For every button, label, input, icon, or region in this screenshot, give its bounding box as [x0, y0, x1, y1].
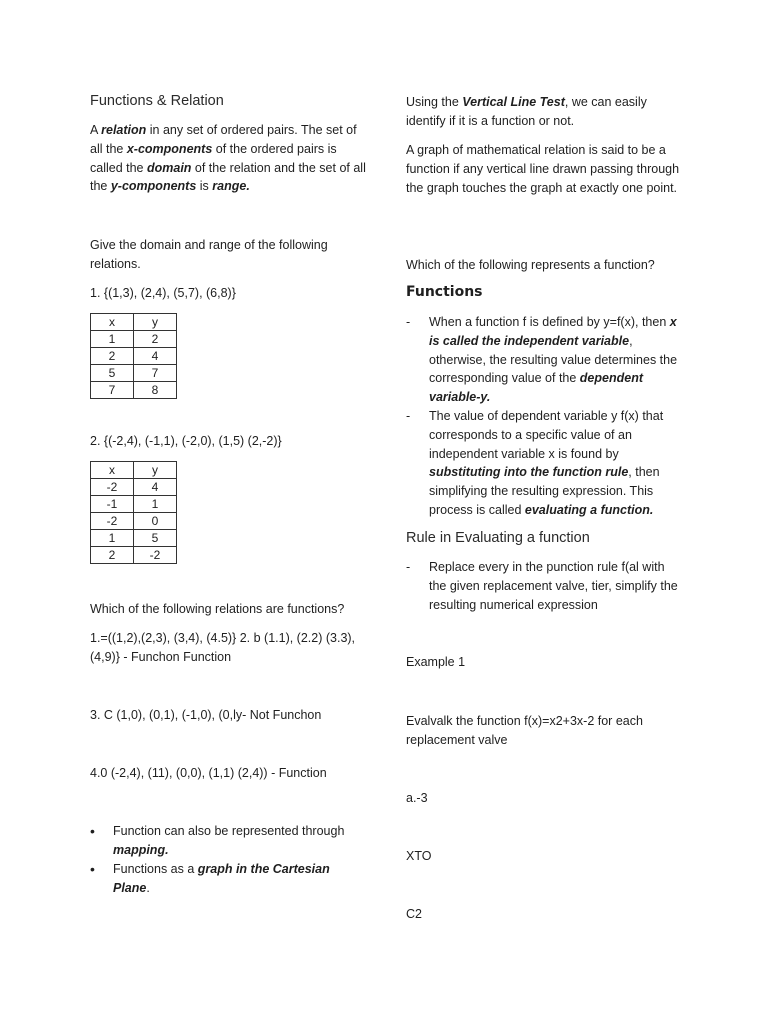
dependent-variable-text: The value of dependent variable y f(x) that corresponds to a specific value of an independent variable x is found by substituting into the function rule, then simplifying the resulting expression. This process is called evaluating a function. — [429, 409, 664, 517]
table-header-y: y — [134, 314, 177, 331]
list-item — [90, 860, 370, 898]
table-cell: 1 — [91, 331, 134, 348]
table-cell: -2 — [134, 547, 177, 564]
list-item — [90, 822, 370, 860]
table-relation-2 — [90, 461, 177, 564]
table-cell: 2 — [134, 331, 177, 348]
dash-icon: - — [406, 315, 411, 329]
graph-definition: A graph of mathematical relation is said to be a function if any vertical line drawn passing through the graph touches the graph at exactly one point. — [406, 143, 680, 195]
table-cell: 2 — [91, 547, 134, 564]
table-header-y: y — [134, 462, 177, 479]
dash-icon: - — [406, 560, 411, 574]
table-cell: -2 — [91, 479, 134, 496]
table-cell: 8 — [134, 382, 177, 399]
table-row — [91, 479, 177, 496]
table-row — [91, 331, 177, 348]
answer-4: 4.0 (-2,4), (11), (0,0), (1,1) (2,4)) - Function — [90, 766, 327, 780]
table-row — [91, 513, 177, 530]
table-row — [91, 348, 177, 365]
evaluate-instruction: Evalvalk the function f(x)=x2+3x-2 for each replacement valve — [406, 714, 643, 747]
replacement-value-b: XTO — [406, 849, 432, 863]
table-cell: 7 — [91, 382, 134, 399]
table-row — [91, 547, 177, 564]
table-row — [91, 365, 177, 382]
functions-question: Which of the following relations are functions? — [90, 602, 345, 616]
bullet-icon: • — [90, 861, 95, 877]
table-row — [91, 530, 177, 547]
rule-text: Replace every in the punction rule f(al with the given replacement valve, tier, simplify the resulting numerical expression — [429, 560, 678, 612]
table-cell: -2 — [91, 513, 134, 530]
table-cell: 7 — [134, 365, 177, 382]
bullet-text: Function can also be represented through mapping. — [113, 824, 345, 857]
table-cell: 5 — [134, 530, 177, 547]
bullet-icon: • — [90, 823, 95, 839]
replacement-value-a: a.-3 — [406, 791, 428, 805]
answer-3: 3. C (1,0), (0,1), (-1,0), (0,ly- Not Funchon — [90, 708, 322, 722]
bullet-text: Functions as a graph in the Cartesian Plane. — [113, 862, 330, 895]
table-cell: 1 — [91, 530, 134, 547]
functions-heading: Functions — [406, 284, 483, 300]
function-definition-text: When a function f is defined by y=f(x), then x is called the independent variable, otherwise, the resulting value determines the corresponding value of the dependent variable-y. — [429, 315, 678, 405]
list-item — [406, 558, 681, 614]
answer-1-2: 1.=((1,2),(2,3), (3,4), (4.5)} 2. b (1.1), (2.2) (3.3), (4,9)} - Funchon Function — [90, 631, 356, 664]
domain-range-instruction: Give the domain and range of the following relations. — [90, 238, 328, 271]
table-cell: 0 — [134, 513, 177, 530]
table-row — [91, 496, 177, 513]
table-row — [91, 382, 177, 399]
table-header-row — [91, 314, 177, 331]
list-item — [406, 313, 681, 407]
table-header-row — [91, 462, 177, 479]
which-represents-function: Which of the following represents a function? — [406, 258, 655, 272]
dash-icon: - — [406, 409, 411, 423]
table-header-x: x — [91, 462, 134, 479]
table-cell: -1 — [91, 496, 134, 513]
table-relation-1 — [90, 313, 177, 399]
table-cell: 5 — [91, 365, 134, 382]
table-header-x: x — [91, 314, 134, 331]
example-label: Example 1 — [406, 655, 466, 669]
relation-item-2: 2. {(-2,4), (-1,1), (-2,0), (1,5) (2,-2)} — [90, 434, 282, 448]
table-cell: 2 — [91, 348, 134, 365]
table-cell: 4 — [134, 479, 177, 496]
replacement-value-c: C2 — [406, 907, 422, 921]
table-cell: 1 — [134, 496, 177, 513]
page-title: Functions & Relation — [90, 93, 224, 109]
list-item — [406, 407, 681, 520]
relation-definition: A relation in any set of ordered pairs. The set of all the x-components of the ordered pairs is called the domain of the relation and the set of all the y-components is range. — [90, 123, 366, 194]
table-cell: 4 — [134, 348, 177, 365]
relation-item-1: 1. {(1,3), (2,4), (5,7), (6,8)} — [90, 286, 236, 300]
vertical-line-test-text: Using the Vertical Line Test, we can easily identify if it is a function or not. — [406, 95, 647, 128]
rule-heading: Rule in Evaluating a function — [406, 530, 590, 546]
